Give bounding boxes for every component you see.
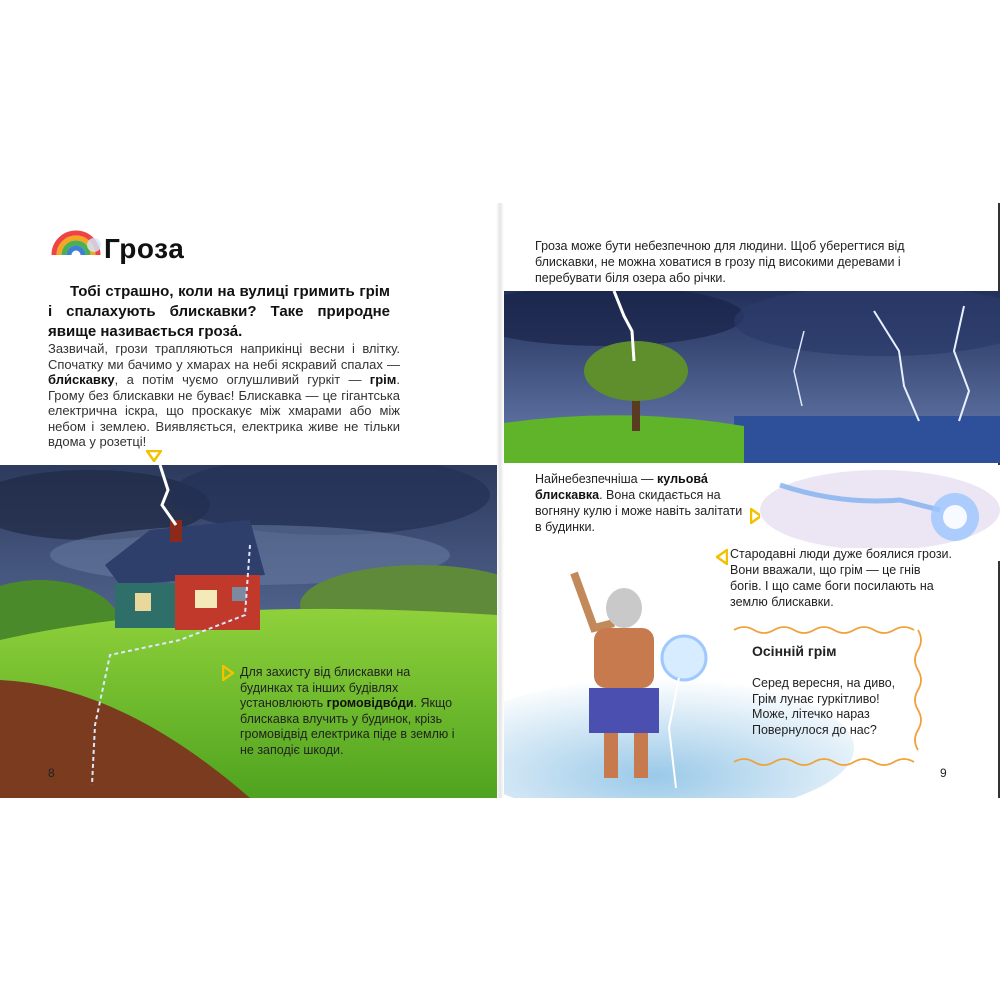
poem-title: Осінній грім [752, 643, 837, 659]
triangle-arrow-icon [146, 450, 162, 462]
page-number-left: 8 [48, 766, 55, 780]
body-paragraph: Зазвичай, грози трапляються наприкінці весни і влітку. Спочатку ми бачимо у хмарах на небі яскравий спалах — бли́скавку, а потім чуємо оглушливий гуркіт — грім. Грому без блискавки не буває! Блискавка — це гігантська електрична іскра, що проскакує між хмарами або між небом і землею. Виявляється, електрика живе не тільки вдома у розетці! [48, 341, 400, 449]
danger-paragraph: Гроза може бути небезпечною для людини. Щоб уберегтися від блискавки, не можна ховатися в грозу під високими деревами і перебувати біля озера або річки. [535, 239, 905, 285]
triangle-arrow-icon [716, 549, 728, 565]
book-spread [0, 203, 1000, 798]
page-gutter [496, 203, 504, 798]
poem-line: Може, літечко нараз [752, 707, 870, 721]
page-title: Гроза [104, 233, 185, 264]
intro-paragraph: Тобі страшно, коли на вулиці гримить грім і спалахують блискавки? Таке природне явище називається гроза́. [48, 283, 390, 340]
poem-line: Грім лунає гуркітливо! [752, 691, 880, 706]
page-number-right: 9 [940, 766, 947, 780]
poem-line: Серед вересня, на диво, [752, 676, 896, 690]
tree-lake-lightning-illustration [504, 291, 1000, 463]
ball-lightning-paragraph: Найнебезпечніша — кульова́ блискавка. Вона скидається на вогняну кулю і може навіть залітати в будинки. [535, 472, 743, 534]
ancient-gods-paragraph: Стародавні люди дуже боялися грози. Вони вважали, що грім — це гнів богів. І що саме боги посилають на землю блискавки. [730, 547, 953, 609]
lightning-rod-note: Для захисту від блискавки на будинках та інших будівлях установлюють громовідво́ди. Якщо блискавка влучить у будинок, крізь громовідвід електрика піде в землю і не заподіє шкоди. [240, 665, 455, 757]
rainbow-logo-icon [48, 225, 104, 273]
triangle-arrow-icon [222, 665, 234, 681]
poem-line: Повернулося до нас? [752, 722, 877, 737]
poem-text [752, 676, 952, 738]
